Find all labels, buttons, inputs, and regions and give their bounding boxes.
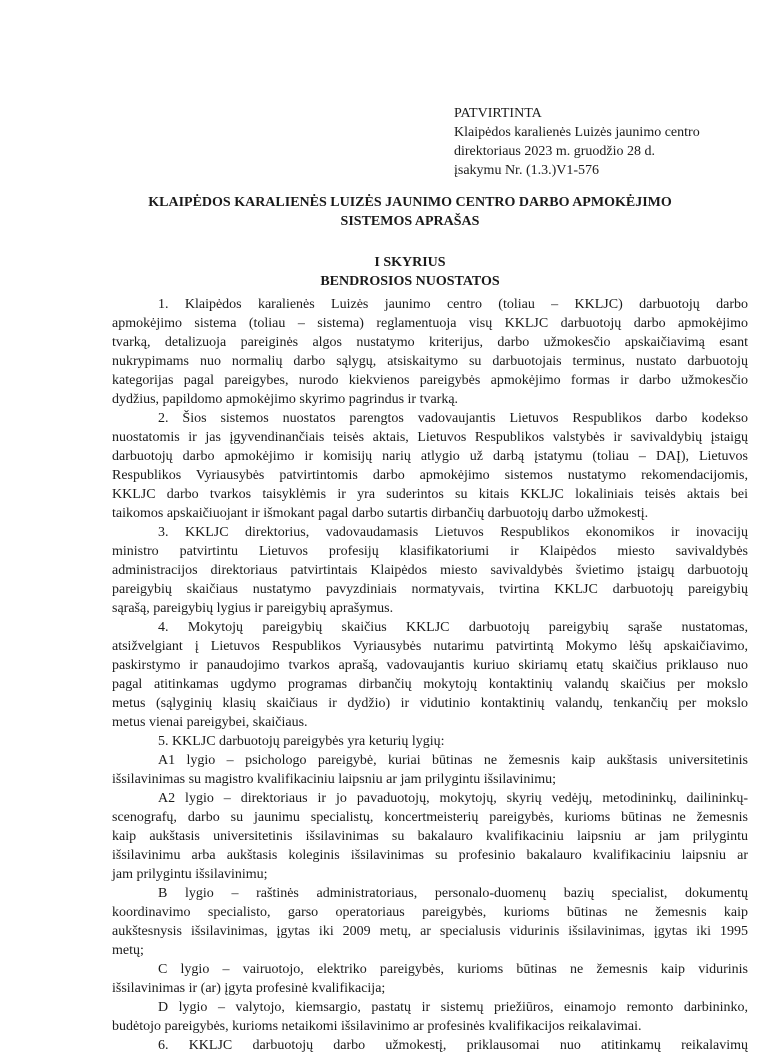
paragraph-line: metus (sąlyginių klasių skaičiaus ir dydžio) ir vidutinio kontaktinių valandų, tenkančių per mokslo: [112, 696, 748, 711]
paragraph-line: atsižvelgiant į Lietuvos Respublikos Vyriausybės nutarimu patvirtintą Mokymo lėšų apskaičiavimo,: [112, 639, 748, 654]
paragraph-line: D lygio – valytojo, kiemsargio, pastatų ir sistemų priežiūros, einamojo remonto darbininko,: [158, 1000, 748, 1015]
paragraph-line: kategorijas pagal pareigybes, nurodo kiekvienos pareigybės apmokėjimo formas ir darbo užmokesčio: [112, 373, 748, 388]
paragraph-line: pagal atitinkamas ugdymo programas dirbančių mokytojų kontaktinių valandų skaičius per mokslo: [112, 677, 748, 692]
paragraph-line: 1. Klaipėdos karalienės Luizės jaunimo centro (toliau – KKLJC) darbuotojų darbo: [158, 297, 748, 312]
approval-line: PATVIRTINTA: [454, 106, 542, 121]
paragraph-line: koordinavimo specialisto, garso operatoriaus pareigybės, kurioms būtinas ne žemesnis kaip: [112, 905, 748, 920]
paragraph-line: A2 lygio – direktoriaus ir jo pavaduotojų, mokytojų, skyrių vedėjų, metodininkų, dailininkų-: [158, 791, 748, 806]
paragraph-line: taikomos apskaičiuojant ir išmokant pagal darbo sutartis dirbančių darbuotojų darbo užmokestį.: [112, 506, 649, 521]
approval-block: [454, 104, 700, 180]
paragraph-line: nukrypimams nuo normalių darbo sąlygų, atsiskaitymo su darbuotojais terminus, nustato darbuotojų: [112, 354, 748, 369]
paragraph-line: B lygio – raštinės administratoriaus, personalo-duomenų bazių specialist, dokumentų: [158, 886, 748, 901]
paragraph-line: išsilavinimas su magistro kvalifikaciniu laipsniu ar jam prilygintu išsilavinimu;: [112, 772, 557, 787]
paragraph-line: metus vienai pareigybei, skaičiaus.: [112, 715, 308, 730]
paragraph-line: pareigybių skaičiaus nustatymo pavyzdiniais normatyvais, tvirtina KKLJC darbuotojų pareigybių: [112, 582, 748, 597]
paragraph-line: aukštesnysis išsilavinimas, įgytas iki 2009 metų, ar specialusis vidurinis išsilavinimas, įgytas iki 1995: [112, 924, 748, 939]
document-title: [60, 193, 760, 231]
title-line: SISTEMOS APRAŠAS: [340, 214, 480, 229]
paragraph-line: budėtojo pareigybės, kurioms netaikomi išsilavinimo ar profesinės kvalifikacijos reikalavimai.: [112, 1019, 642, 1034]
paragraph-line: A1 lygio – psichologo pareigybė, kuriai būtinas ne žemesnis kaip aukštasis universitetinis: [158, 753, 748, 768]
approval-line: Klaipėdos karalienės Luizės jaunimo centro: [454, 125, 700, 140]
approval-line: direktoriaus 2023 m. gruodžio 28 d.: [454, 144, 656, 159]
paragraph-line: tvarką, detalizuoja pareiginės algos nustatymo kriterijus, darbo užmokesčio apskaičiavimą esant: [112, 335, 748, 350]
paragraph-line: KKLJC darbo tvarkos taisyklėmis ir yra suderintos su kitais KKLJC lokaliniais teisės aktais bei: [112, 487, 748, 502]
paragraph-line: 3. KKLJC direktorius, vadovaudamasis Lietuvos Respublikos ekonomikos ir inovacijų: [158, 525, 748, 540]
paragraph-line: metų;: [112, 943, 144, 958]
approval-line: įsakymu Nr. (1.3.)V1-576: [454, 163, 600, 178]
paragraph-line: 4. Mokytojų pareigybių skaičius KKLJC darbuotojų pareigybių sąraše nustatomas,: [158, 620, 748, 635]
paragraph-line: apmokėjimo sistema (toliau – sistema) reglamentuoja visų KKLJC darbuotojų darbo apmokėjimo: [112, 316, 748, 331]
paragraph-line: kaip aukštasis universitetinis išsilavinimas su bakalauro kvalifikaciniu laipsniu ar jam prilygintu: [112, 829, 748, 844]
paragraph-line: dydžius, papildomo apmokėjimo skyrimo pagrindus ir tvarką.: [112, 392, 459, 407]
paragraph-line: 2. Šios sistemos nuostatos parengtos vadovaujantis Lietuvos Respublikos darbo kodekso: [158, 411, 748, 426]
document-body: [112, 295, 748, 1055]
paragraph-line: darbuotojų darbo apmokėjimo ir komisijų narių atlygio už darbą įstatymu (toliau – DAĮ), Lietuvos: [112, 449, 748, 464]
paragraph-line: išsilavinimu arba aukštasis koleginis išsilavinimas su profesinio bakalauro kvalifikaciniu laipsniu ar: [112, 848, 748, 863]
section-title: BENDROSIOS NUOSTATOS: [320, 274, 500, 289]
paragraph-line: 6. KKLJC darbuotojų darbo užmokestį, priklausomai nuo atitinkamų reikalavimų: [158, 1038, 748, 1053]
paragraph-line: jam prilygintu išsilavinimu;: [112, 867, 268, 882]
paragraph-line: 5. KKLJC darbuotojų pareigybės yra keturių lygių:: [158, 734, 445, 749]
paragraph-line: išsilavinimas ir (ar) įgyta profesinė kvalifikacija;: [112, 981, 386, 996]
paragraph-line: scenografų, darbo su jaunimu specialistų, koncertmeisterių pareigybės, kurioms būtinas ne žemesnis: [112, 810, 748, 825]
paragraph-line: nuostatomis ir jas įgyvendinančiais teisės aktais, Lietuvos Respublikos valstybės ir savivaldybių įstaigų: [112, 430, 748, 445]
section-heading: [60, 253, 760, 291]
paragraph-line: paskirstymo ir panaudojimo tvarkos aprašą, vadovaujantis kuriuo skiriamų etatų skaičius priklauso nuo: [112, 658, 748, 673]
paragraph-line: administracijos direktoriaus patvirtintais Klaipėdos miesto savivaldybės švietimo įstaigų darbuotojų: [112, 563, 748, 578]
section-number: I SKYRIUS: [374, 255, 446, 270]
title-line: KLAIPĖDOS KARALIENĖS LUIZĖS JAUNIMO CENTRO DARBO APMOKĖJIMO: [148, 195, 672, 210]
paragraph-line: sąrašą, pareigybių lygius ir pareigybių aprašymus.: [112, 601, 394, 616]
paragraph-line: Respublikos Vyriausybės patvirtintomis darbo apmokėjimo sistemos nustatymo rekomendacijomis,: [112, 468, 748, 483]
paragraph-line: ministro patvirtintu Lietuvos profesijų klasifikatoriumi ir Klaipėdos miesto savivaldybės: [112, 544, 748, 559]
paragraph-line: C lygio – vairuotojo, elektriko pareigybės, kurioms būtinas ne žemesnis kaip vidurinis: [158, 962, 748, 977]
